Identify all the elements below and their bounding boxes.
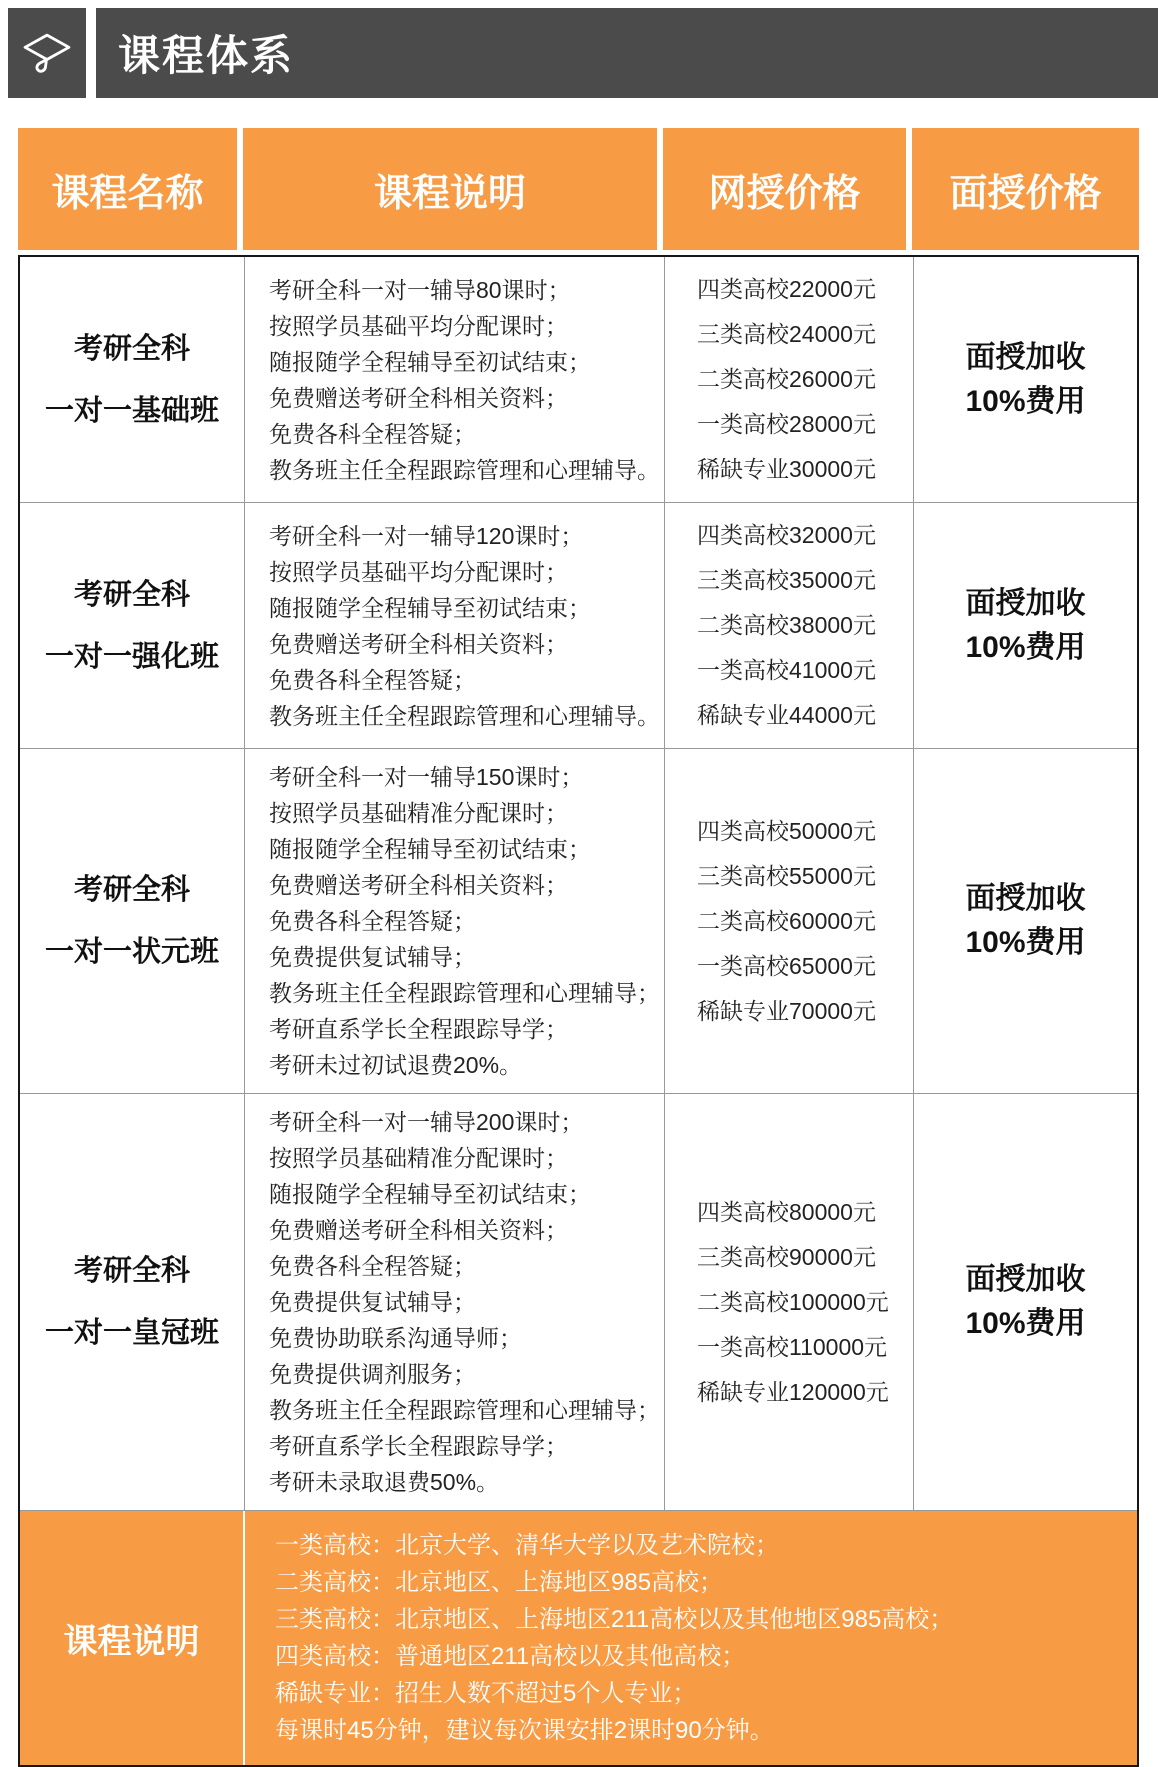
footer-label-cell: 课程说明 [20, 1511, 245, 1765]
page-header [8, 8, 1158, 98]
table-header-row [18, 128, 1139, 250]
course-desc-cell: 考研全科一对一辅导80课时； 按照学员基础平均分配课时； 随报随学全程辅导至初试结束； 免费赠送考研全科相关资料； 免费各科全程答疑； 教务班主任全程跟踪管理和心理辅导。 [245, 257, 665, 502]
course-name-cell: 考研全科 一对一强化班 [20, 503, 245, 748]
course-name-cell: 考研全科 一对一状元班 [20, 749, 245, 1093]
table-row-champion-class [20, 749, 1137, 1094]
offline-price-cell: 面授加收 10%费用 [965, 1263, 1086, 1340]
column-header-course-desc: 课程说明 [243, 128, 663, 250]
table-footer-row [20, 1511, 1137, 1765]
offline-price-cell: 面授加收 10%费用 [965, 340, 1086, 418]
column-header-offline-price: 面授价格 [912, 128, 1139, 250]
offline-price-cell: 面授加收 10%费用 [965, 586, 1086, 664]
online-price-cell: 四类高校80000元 三类高校90000元 二类高校100000元 一类高校110000元 稀缺专业120000元 [665, 1094, 914, 1510]
table-row-intensive-class [20, 503, 1137, 749]
column-header-online-price: 网授价格 [663, 128, 912, 250]
footer-notes-cell: 一类高校：北京大学、清华大学以及艺术院校； 二类高校：北京地区、上海地区985高校； 三类高校：北京地区、上海地区211高校以及其他地区985高校； 四类高校：普通地区211高校以及其他高校； 稀缺专业：招生人数不超过5个人专业； 每课时45分钟，建议每次课安排2课时90分钟。 [275, 1532, 954, 1744]
column-header-course-name: 课程名称 [18, 128, 243, 250]
offline-price-cell: 面授加收 10%费用 [965, 882, 1086, 959]
table-row-basic-class [20, 257, 1137, 503]
graduation-cap-icon [8, 8, 86, 98]
table-body [18, 255, 1139, 1767]
course-desc-cell: 考研全科一对一辅导200课时； 按照学员基础精准分配课时； 随报随学全程辅导至初试结束； 免费赠送考研全科相关资料； 免费各科全程答疑； 免费提供复试辅导； 免费协助联系沟通导师； 免费提供调剂服务； 教务班主任全程跟踪管理和心理辅导； 考研直系学长全程跟踪导学； 考研未录取退费50%。 [245, 1094, 665, 1510]
course-desc-cell: 考研全科一对一辅导120课时； 按照学员基础平均分配课时； 随报随学全程辅导至初试结束； 免费赠送考研全科相关资料； 免费各科全程答疑； 教务班主任全程跟踪管理和心理辅导。 [245, 503, 665, 748]
page-title: 课程体系 [118, 32, 295, 79]
table-row-crown-class [20, 1094, 1137, 1511]
online-price-cell: 四类高校22000元 三类高校24000元 二类高校26000元 一类高校28000元 稀缺专业30000元 [665, 257, 914, 502]
course-pricing-table [18, 128, 1139, 1767]
course-desc-cell: 考研全科一对一辅导150课时； 按照学员基础精准分配课时； 随报随学全程辅导至初试结束； 免费赠送考研全科相关资料； 免费各科全程答疑； 免费提供复试辅导； 教务班主任全程跟踪管理和心理辅导； 考研直系学长全程跟踪导学； 考研未过初试退费20%。 [245, 749, 665, 1093]
online-price-cell: 四类高校32000元 三类高校35000元 二类高校38000元 一类高校41000元 稀缺专业44000元 [665, 503, 914, 748]
course-name-cell: 考研全科 一对一基础班 [20, 257, 245, 502]
course-name-cell: 考研全科 一对一皇冠班 [20, 1094, 245, 1510]
online-price-cell: 四类高校50000元 三类高校55000元 二类高校60000元 一类高校65000元 稀缺专业70000元 [665, 749, 914, 1093]
page-title-bar [96, 8, 1158, 98]
